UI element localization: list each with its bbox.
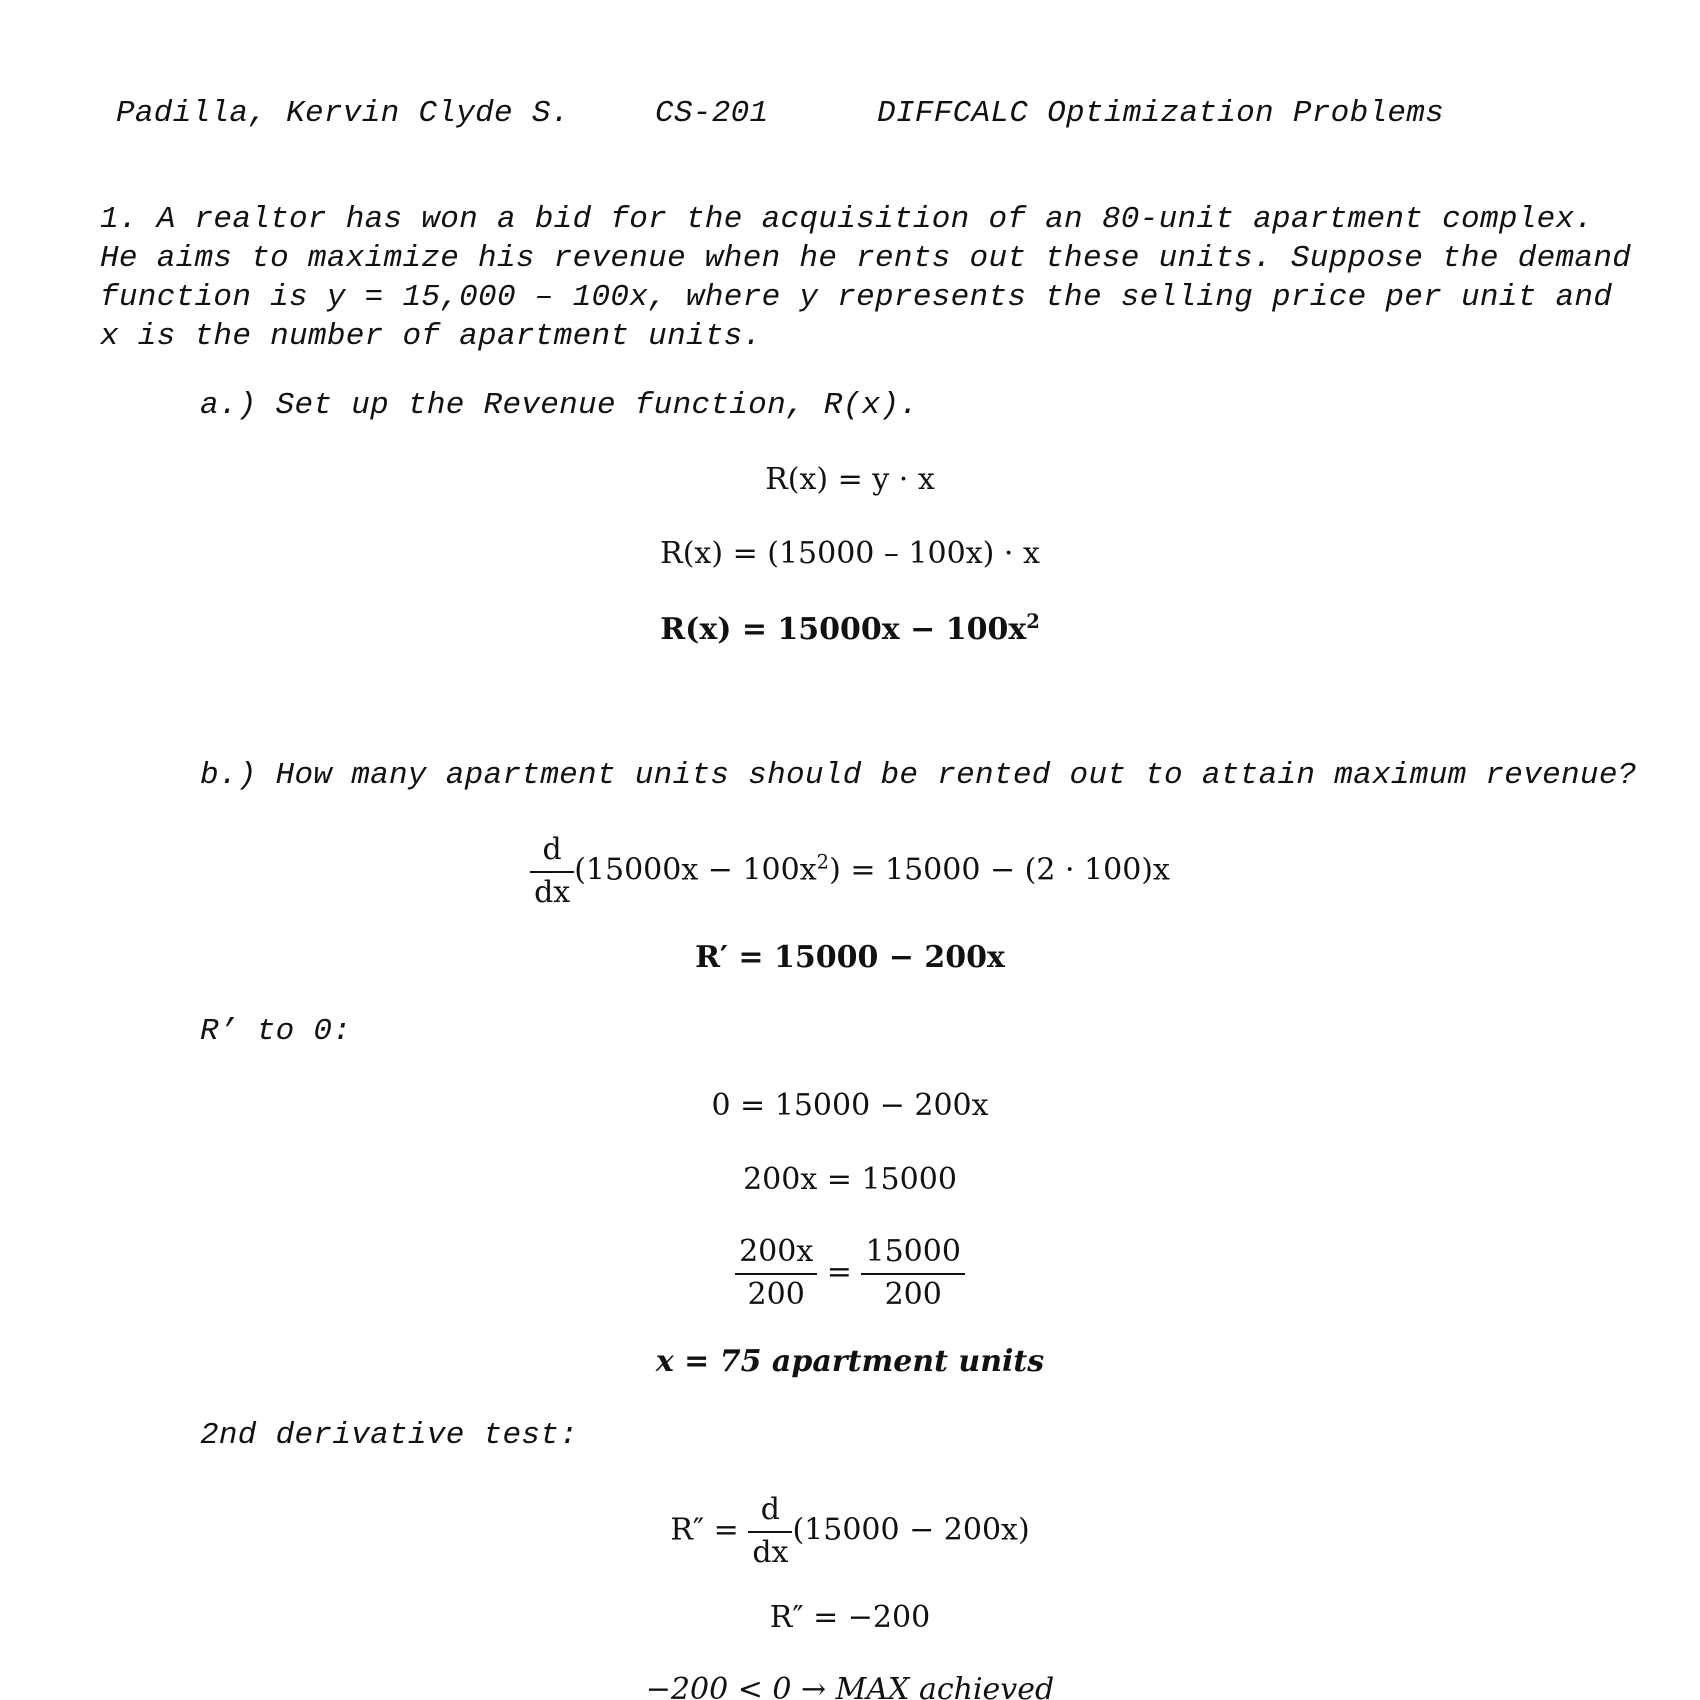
right-fraction — [861, 1232, 964, 1315]
derivative-result: ) = 15000 − (2 · 100)x — [829, 852, 1170, 888]
problem-statement — [100, 200, 1631, 356]
left-numerator: 200x — [735, 1232, 817, 1275]
set-zero-label: R’ to 0: — [200, 1014, 352, 1049]
second-derivative-label: 2nd derivative test: — [200, 1418, 579, 1453]
derivative-operator — [530, 830, 574, 913]
division-step — [0, 1232, 1700, 1315]
left-denominator: 200 — [747, 1276, 805, 1312]
first-derivative: R′ = 15000 − 200x — [695, 940, 1005, 975]
derivative-denominator: dx — [534, 874, 571, 910]
right-numerator: 15000 — [861, 1232, 964, 1275]
left-fraction — [735, 1232, 817, 1315]
course-section: CS-201 — [655, 96, 769, 131]
max-conclusion: −200 < 0 → MAX achieved — [645, 1672, 1055, 1700]
problem-line: 1. A realtor has won a bid for the acquisition of an 80-unit apartment complex. — [100, 202, 1594, 237]
right-denominator: 200 — [884, 1276, 942, 1312]
part-a-question: a.) Set up the Revenue function, R(x). — [200, 388, 919, 423]
isolate-equation: 200x = 15000 — [743, 1162, 957, 1197]
second-derivative-body: (15000 − 200x) — [792, 1512, 1030, 1548]
student-name: Padilla, Kervin Clyde S. — [116, 96, 570, 131]
revenue-definition: R(x) = y · x — [765, 462, 935, 497]
second-derivative-numerator: d — [748, 1490, 792, 1533]
fraction-equals: = — [826, 1254, 852, 1290]
part-b-question: b.) How many apartment units should be rented out to attain maximum revenue? — [200, 758, 1637, 793]
revenue-substitution: R(x) = (15000 – 100x) · x — [660, 536, 1040, 571]
document-title: DIFFCALC Optimization Problems — [877, 96, 1445, 131]
derivative-body: (15000x − 100x — [574, 852, 817, 888]
derivative-numerator: d — [530, 830, 574, 873]
second-derivative-lhs: R″ = — [670, 1512, 739, 1548]
revenue-function-body: R(x) = 15000x − 100x — [660, 612, 1027, 647]
second-derivative-denominator: dx — [752, 1534, 789, 1570]
optimal-units-result: x = 75 apartment units — [655, 1344, 1045, 1379]
second-derivative-setup — [0, 1490, 1700, 1573]
problem-line: function is y = 15,000 – 100x, where y represents the selling price per unit and — [100, 280, 1613, 315]
derivative-exponent: 2 — [816, 850, 830, 874]
problem-line: x is the number of apartment units. — [100, 319, 762, 354]
derivative-step — [0, 830, 1700, 913]
zero-equation: 0 = 15000 − 200x — [711, 1088, 989, 1123]
second-derivative-value: R″ = −200 — [769, 1600, 931, 1635]
problem-line: He aims to maximize his revenue when he rents out these units. Suppose the demand — [100, 241, 1632, 276]
revenue-function-exponent: 2 — [1026, 610, 1040, 633]
revenue-function — [0, 610, 1700, 647]
second-derivative-operator — [748, 1490, 792, 1573]
